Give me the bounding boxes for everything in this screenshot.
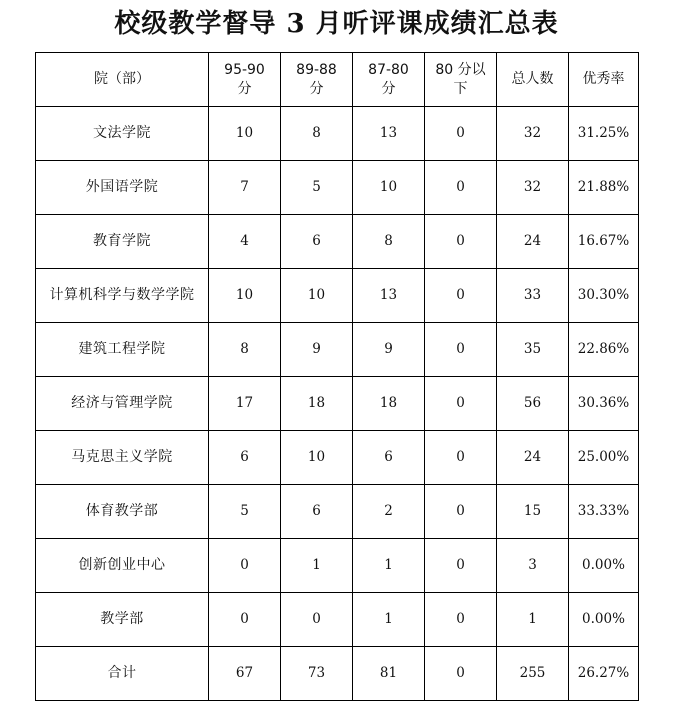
table-row: [36, 593, 639, 647]
grade-below-80-cell: 0: [425, 377, 497, 431]
page-title: 校级教学督导 3 月听评课成绩汇总表: [114, 9, 559, 39]
grade-89-88-cell: 8: [281, 107, 353, 161]
total-count-cell: 56: [497, 377, 569, 431]
total-count-cell: 255: [497, 647, 569, 701]
grade-95-90-cell: 10: [209, 107, 281, 161]
table-row: [36, 269, 639, 323]
total-count-cell: 3: [497, 539, 569, 593]
grade-87-80-cell: 1: [353, 593, 425, 647]
grade-87-80-cell: 6: [353, 431, 425, 485]
excellent-rate-cell: 25.00%: [569, 431, 639, 485]
grade-87-80-cell: 1: [353, 539, 425, 593]
table-row: [36, 323, 639, 377]
grade-87-80-cell: 10: [353, 161, 425, 215]
grade-95-90-cell: 4: [209, 215, 281, 269]
grade-below-80-cell: 0: [425, 323, 497, 377]
grade-89-88-cell: 5: [281, 161, 353, 215]
grade-95-90-cell: 67: [209, 647, 281, 701]
excellent-rate-cell: 21.88%: [569, 161, 639, 215]
grade-89-88-cell: 73: [281, 647, 353, 701]
header-87-80: 87-80 分: [353, 53, 425, 107]
total-count-cell: 1: [497, 593, 569, 647]
grade-below-80-cell: 0: [425, 593, 497, 647]
grade-below-80-cell: 0: [425, 485, 497, 539]
grade-87-80-cell: 18: [353, 377, 425, 431]
grade-below-80-cell: 0: [425, 269, 497, 323]
grade-89-88-cell: 1: [281, 539, 353, 593]
total-count-cell: 32: [497, 161, 569, 215]
total-count-cell: 32: [497, 107, 569, 161]
grade-below-80-cell: 0: [425, 107, 497, 161]
excellent-rate-cell: 22.86%: [569, 323, 639, 377]
grade-89-88-cell: 9: [281, 323, 353, 377]
grade-89-88-cell: 18: [281, 377, 353, 431]
grade-89-88-cell: 0: [281, 593, 353, 647]
college-name-cell: 文法学院: [36, 107, 209, 161]
grade-below-80-cell: 0: [425, 539, 497, 593]
grade-89-88-cell: 6: [281, 215, 353, 269]
grade-95-90-cell: 5: [209, 485, 281, 539]
college-name-cell: 教学部: [36, 593, 209, 647]
grade-95-90-cell: 8: [209, 323, 281, 377]
excellent-rate-cell: 30.30%: [569, 269, 639, 323]
grade-95-90-cell: 10: [209, 269, 281, 323]
grade-95-90-cell: 6: [209, 431, 281, 485]
table-body: [36, 107, 639, 701]
grade-89-88-cell: 6: [281, 485, 353, 539]
grade-87-80-cell: 13: [353, 269, 425, 323]
college-name-cell: 经济与管理学院: [36, 377, 209, 431]
excellent-rate-cell: 26.27%: [569, 647, 639, 701]
header-total: 总人数: [497, 53, 569, 107]
excellent-rate-cell: 0.00%: [569, 539, 639, 593]
excellent-rate-cell: 33.33%: [569, 485, 639, 539]
table-row: [36, 107, 639, 161]
header-college: 院（部）: [36, 53, 209, 107]
grade-95-90-cell: 0: [209, 593, 281, 647]
grade-below-80-cell: 0: [425, 647, 497, 701]
grade-95-90-cell: 0: [209, 539, 281, 593]
grade-87-80-cell: 2: [353, 485, 425, 539]
table-row: [36, 215, 639, 269]
grade-below-80-cell: 0: [425, 431, 497, 485]
total-count-cell: 24: [497, 215, 569, 269]
excellent-rate-cell: 16.67%: [569, 215, 639, 269]
college-name-cell: 教育学院: [36, 215, 209, 269]
college-name-cell: 创新创业中心: [36, 539, 209, 593]
header-89-88: 89-88 分: [281, 53, 353, 107]
excellent-rate-cell: 31.25%: [569, 107, 639, 161]
grade-below-80-cell: 0: [425, 161, 497, 215]
grade-89-88-cell: 10: [281, 269, 353, 323]
college-name-cell: 体育教学部: [36, 485, 209, 539]
college-name-cell: 建筑工程学院: [36, 323, 209, 377]
college-name-cell: 外国语学院: [36, 161, 209, 215]
college-name-cell: 合计: [36, 647, 209, 701]
excellent-rate-cell: 30.36%: [569, 377, 639, 431]
grade-87-80-cell: 9: [353, 323, 425, 377]
grade-87-80-cell: 81: [353, 647, 425, 701]
table-row: [36, 377, 639, 431]
header-below-80: 80 分以 下: [425, 53, 497, 107]
header-95-90: 95-90 分: [209, 53, 281, 107]
table-row: [36, 485, 639, 539]
grade-95-90-cell: 7: [209, 161, 281, 215]
total-count-cell: 24: [497, 431, 569, 485]
table-row: [36, 161, 639, 215]
grade-below-80-cell: 0: [425, 215, 497, 269]
grade-87-80-cell: 13: [353, 107, 425, 161]
table-row: [36, 539, 639, 593]
total-count-cell: 35: [497, 323, 569, 377]
table-header: [36, 53, 639, 107]
header-row: [36, 53, 639, 107]
table-row: [36, 431, 639, 485]
excellent-rate-cell: 0.00%: [569, 593, 639, 647]
total-count-cell: 15: [497, 485, 569, 539]
college-name-cell: 计算机科学与数学学院: [36, 269, 209, 323]
college-name-cell: 马克思主义学院: [36, 431, 209, 485]
grade-summary-table: [35, 52, 639, 701]
grade-89-88-cell: 10: [281, 431, 353, 485]
total-count-cell: 33: [497, 269, 569, 323]
header-excellent-rate: 优秀率: [569, 53, 639, 107]
grade-95-90-cell: 17: [209, 377, 281, 431]
grade-87-80-cell: 8: [353, 215, 425, 269]
total-row: [36, 647, 639, 701]
